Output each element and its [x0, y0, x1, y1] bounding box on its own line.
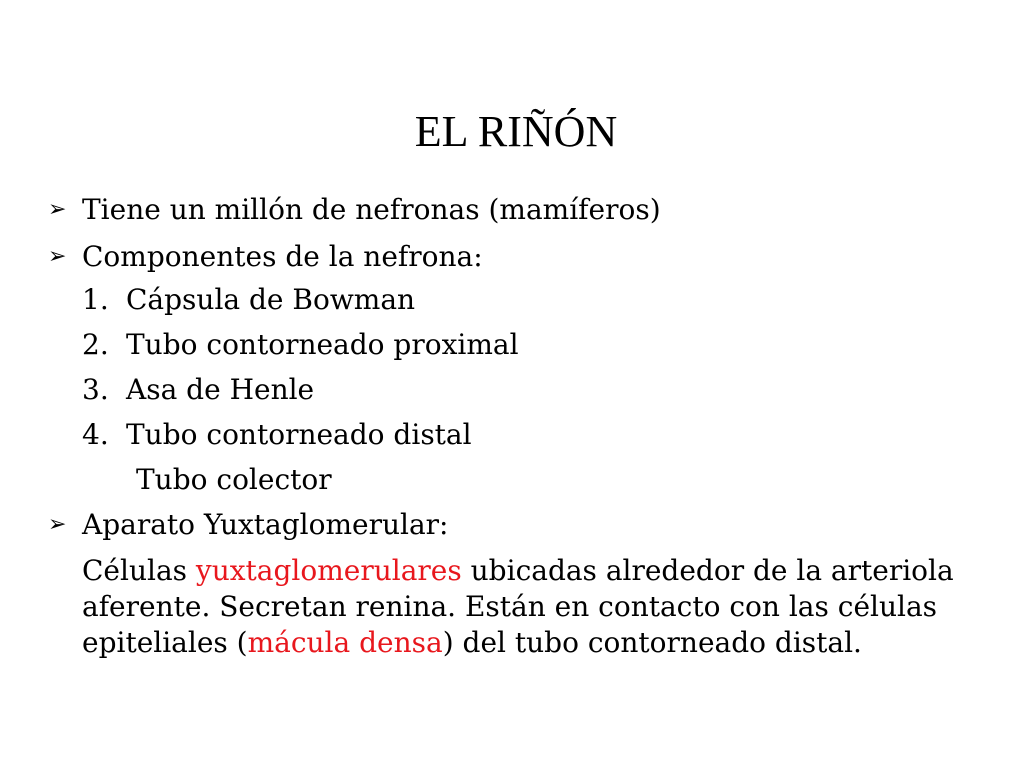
component-number: 1.	[82, 283, 109, 316]
component-item	[82, 418, 472, 452]
component-number: 4.	[82, 418, 109, 451]
slide-title-text: EL RIÑÓN	[414, 107, 618, 156]
bullet-text: Componentes de la nefrona:	[82, 240, 483, 273]
slide-title	[0, 104, 1024, 160]
component-text: Cápsula de Bowman	[126, 283, 416, 316]
arrow-bullet-icon: ➢	[48, 512, 67, 537]
extra-component-item: Tubo colector	[136, 463, 332, 496]
paragraph-text: ubicadas alrededor de la arteriola aferente. Secretan renina. Están en contacto con las células epiteliales (	[82, 554, 954, 659]
bullet-text: Aparato Yuxtaglomerular:	[82, 508, 449, 541]
component-item	[82, 283, 415, 317]
bullet-text: Tiene un millón de nefronas (mamíferos)	[82, 193, 661, 226]
highlight-term: yuxtaglomerulares	[195, 554, 462, 587]
component-item	[82, 373, 314, 407]
component-text: Tubo contorneado distal	[126, 418, 472, 451]
component-text: Asa de Henle	[126, 373, 315, 406]
paragraph-text: Células	[82, 554, 196, 587]
component-number: 3.	[82, 373, 109, 406]
component-number: 2.	[82, 328, 109, 361]
arrow-bullet-icon: ➢	[48, 244, 67, 269]
description-paragraph	[82, 553, 982, 661]
paragraph-text: ) del tubo contorneado distal.	[442, 626, 862, 659]
component-item	[82, 328, 519, 362]
arrow-bullet-icon: ➢	[48, 197, 67, 222]
component-text: Tubo contorneado proximal	[126, 328, 519, 361]
highlight-term: mácula densa	[247, 626, 443, 659]
